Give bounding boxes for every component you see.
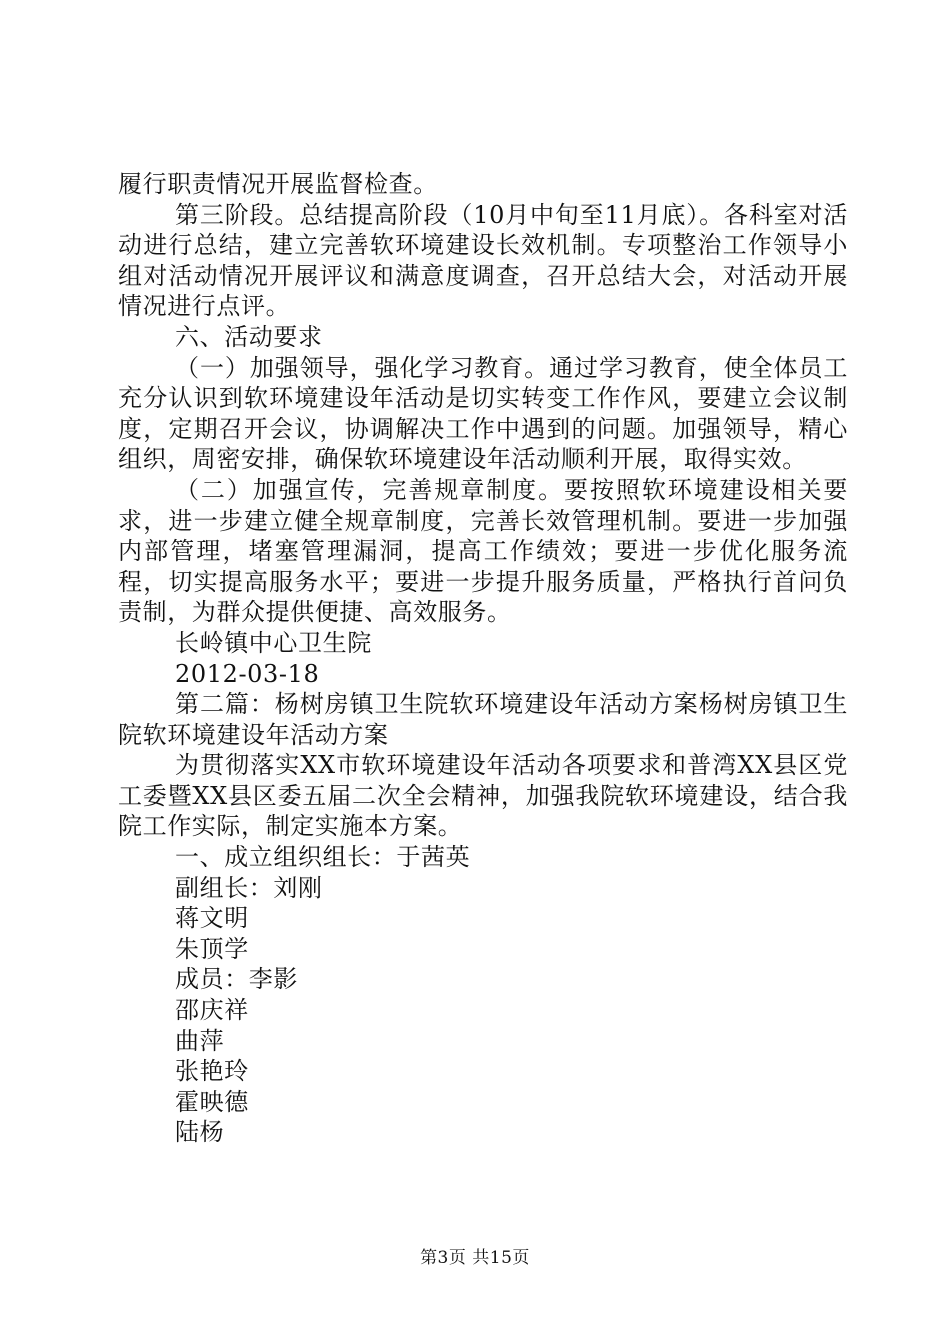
org-deputy-leader: 副组长：刘刚 <box>175 873 323 902</box>
document-body <box>118 169 848 1148</box>
org-deputy-member: 蒋文明 <box>175 904 249 933</box>
org-member: 曲萍 <box>175 1026 225 1055</box>
org-members-title: 成员：李影 <box>175 965 298 994</box>
heading-activity-requirements: 六、活动要求 <box>175 322 323 351</box>
paragraph-requirement-two: （二）加强宣传，完善规章制度。要按照软环境建设相关要求，进一步建立健全规章制度，完善长效管理机制。要进一步加强内部管理，堵塞管理漏洞，提高工作绩效；要进一步优化服务流程，切实提高服务水平；要进一步提升服务质量，严格执行首问负责制，为群众提供便捷、高效服务。 <box>118 475 848 627</box>
org-member: 邵庆祥 <box>175 996 249 1025</box>
paragraph-stage-three: 第三阶段。总结提高阶段（10月中旬至11月底）。各科室对活动进行总结，建立完善软环境建设长效机制。专项整治工作领导小组对活动情况开展评议和满意度调查，召开总结大会，对活动开展情况进行点评。 <box>118 200 848 321</box>
page-number-footer: 第3页 共15页 <box>420 1248 530 1268</box>
org-member: 霍映德 <box>175 1087 249 1116</box>
org-deputy-member: 朱顶学 <box>175 934 249 963</box>
signature-organization: 长岭镇中心卫生院 <box>175 628 372 657</box>
section-title-second-article: 第二篇：杨树房镇卫生院软环境建设年活动方案杨树房镇卫生院软环境建设年活动方案 <box>118 690 848 749</box>
paragraph-duty-check: 履行职责情况开展监督检查。 <box>118 170 438 198</box>
paragraph-requirement-one: （一）加强领导，强化学习教育。通过学习教育，使全体员工充分认识到软环境建设年活动是切实转变工作作风，要建立会议制度，定期召开会议，协调解决工作中遇到的问题。加强领导，精心组织，周密安排，确保软环境建设年活动顺利开展，取得实效。 <box>118 353 848 474</box>
org-member: 陆杨 <box>175 1118 225 1147</box>
org-member: 张艳玲 <box>175 1057 249 1086</box>
org-team-leader: 一、成立组织组长：于茜英 <box>175 843 471 872</box>
signature-date: 2012-03-18 <box>175 659 320 688</box>
paragraph-purpose: 为贯彻落实XX市软环境建设年活动各项要求和普湾XX县区党工委暨XX县区委五届二次全会精神，加强我院软环境建设，结合我院工作实际，制定实施本方案。 <box>118 751 848 841</box>
